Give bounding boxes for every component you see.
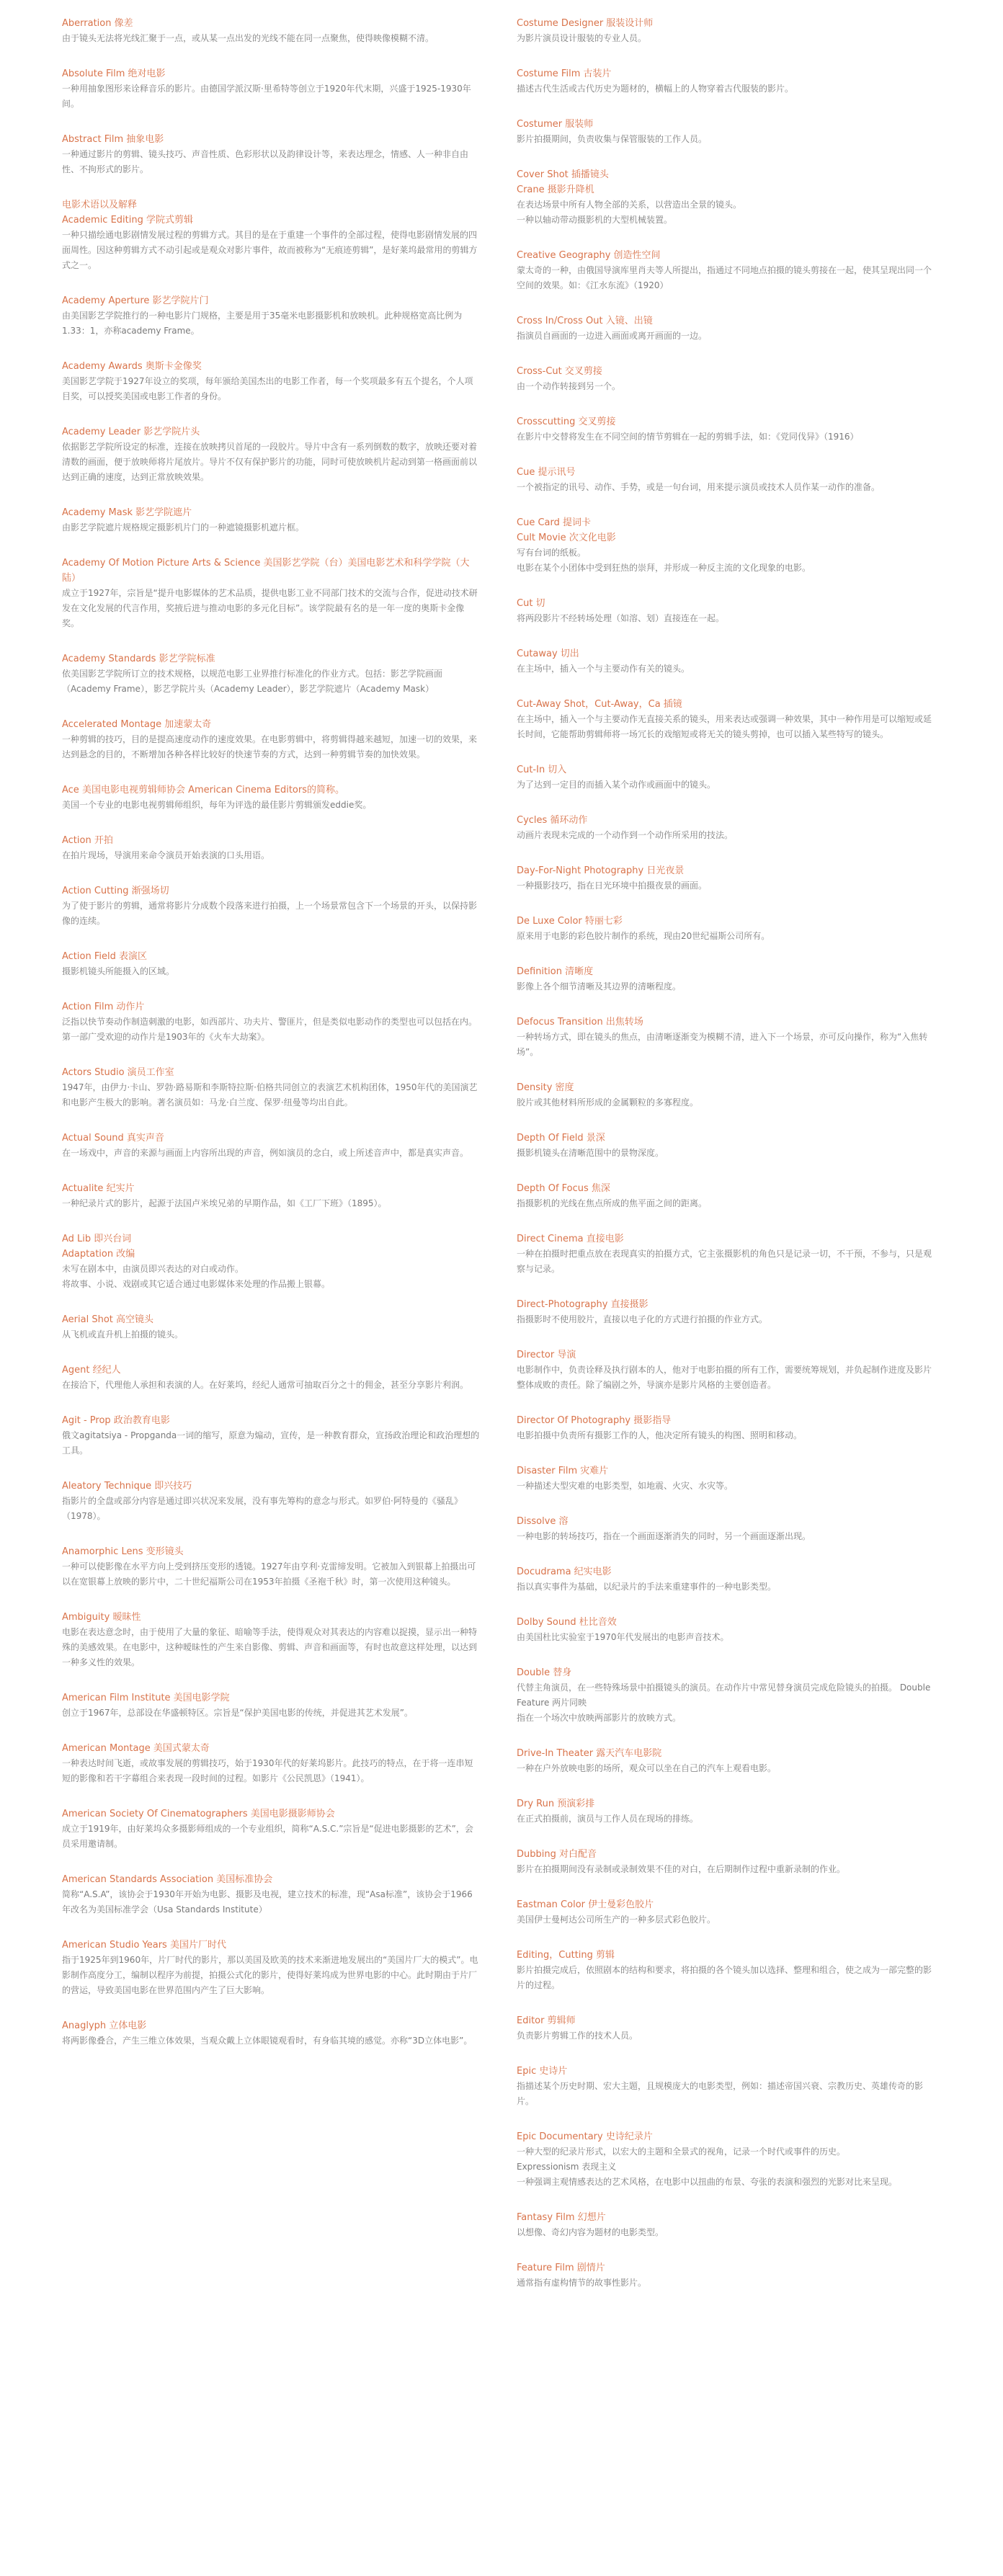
- glossary-definition: 为了使于影片的剪辑，通常将影片分成数个段落来进行拍摄，上一个场景常包含下一个场景的开头，以保持影像的连续。: [62, 901, 478, 926]
- glossary-entry: [517, 1015, 935, 1060]
- glossary-term: Direct-Photography 直接摄影: [517, 1299, 648, 1310]
- glossary-entry: [62, 556, 480, 631]
- glossary-entry: [517, 1746, 935, 1776]
- glossary-definition: 摄影机镜头在清晰范围中的景物深度。: [517, 1148, 664, 1158]
- glossary-definition: 指摄影机的光线在焦点所成的焦平面之间的距离。: [517, 1198, 708, 1208]
- glossary-term: Action Cutting 渐强场切: [62, 886, 169, 896]
- glossary-term: Absolute Film 绝对电影: [62, 68, 166, 79]
- glossary-entry: [62, 1938, 480, 1998]
- glossary-entry: [517, 515, 935, 576]
- glossary-entry: [517, 1897, 935, 1927]
- glossary-definition: 通常指有虚构情节的故事性影片。: [517, 2278, 647, 2288]
- glossary-definition: 电影制作中，负责诠释及执行剧本的人，他对于电影拍摄的所有工作，需要统筹规划，并负起制作进度及影片整体成败的责任。除了编剧之外，导演亦是影片风格的主要创造者。: [517, 1365, 932, 1390]
- glossary-term: Cue 提示讯号: [517, 467, 576, 478]
- glossary-entry: [517, 1297, 935, 1327]
- glossary-definition: 将两影像叠合，产生三维立体效果，当观众戴上立体眼镜观看时，有身临其境的感觉。亦称“3D立体电影”。: [62, 2036, 473, 2046]
- glossary-entry: [517, 1131, 935, 1161]
- glossary-term: American Standards Association 美国标准协会: [62, 1874, 273, 1885]
- glossary-definition: 指于1925年到1960年，片厂时代的影片，那以美国及欧美的技术来渐进地发展出的“美国片厂大的模式”。电影制作高度分工，编制以程序为前提，拍摄公式化的影片，使得好莱坞成为世界电影的中心。此时期由于片厂的营运，导致美国电影在世界范围内产生了巨大影响。: [62, 1955, 478, 1995]
- glossary-term: Dubbing 对白配音: [517, 1849, 597, 1860]
- glossary-entry: [62, 359, 480, 404]
- glossary-term: Fantasy Film 幻想片: [517, 2212, 606, 2223]
- glossary-definition: 指以真实事件为基础，以纪录片的手法来重建事件的一种电影类型。: [517, 1582, 777, 1592]
- glossary-term: Ace 美国电影电视剪辑师协会 American Cinema Editors的简称。: [62, 785, 345, 795]
- glossary-definition: 在表达场景中所有人物全部的关系，以营造出全景的镜头。 一种以轴动带动摄影机的大型机械装置。: [517, 200, 742, 225]
- glossary-term: Depth Of Focus 焦深: [517, 1183, 610, 1194]
- glossary-definition: 一种用抽象图形来诠释音乐的影片。由德国学派汉斯·里希特等创立于1920年代末期，兴盛于1925-1930年间。: [62, 84, 471, 109]
- glossary-definition: 影片拍摄期间，负责收集与保管服装的工作人员。: [517, 134, 708, 144]
- glossary-entry: [517, 2013, 935, 2044]
- glossary-term: Cross In/Cross Out 入镜、出镜: [517, 316, 653, 326]
- glossary-entry: [517, 1665, 935, 1726]
- glossary-entry: [517, 313, 935, 344]
- glossary-definition: 俄文agitatsiya - Propganda一词的缩写，原意为煽动，宣传，是一种教育群众，宣扬政治理论和政治理想的工具。: [62, 1430, 480, 1456]
- glossary-entry: [62, 949, 480, 979]
- glossary-term: Editing，Cutting 剪辑: [517, 1950, 615, 1961]
- glossary-term: Drive-In Theater 露天汽车电影院: [517, 1748, 662, 1759]
- glossary-term: Direct Cinema 直接电影: [517, 1234, 624, 1244]
- glossary-definition: 一种描述大型灾难的电影类型，如地震、火灾、水灾等。: [517, 1481, 734, 1491]
- glossary-term: Academy Of Motion Picture Arts & Science 美国影艺学院（台）美国电影艺术和科学学院（大陆）: [62, 558, 470, 584]
- glossary-definition: 影片在拍摄期间没有录制或录制效果不佳的对白，在后期制作过程中重新录制的作业。: [517, 1864, 846, 1874]
- glossary-term: Action 开拍: [62, 835, 113, 846]
- glossary-term: Cut-In 切入: [517, 765, 567, 775]
- glossary-term: Cycles 循环动作: [517, 815, 588, 826]
- glossary-definition: 依据影艺学院所设定的标准，连接在放映拷贝首尾的一段胶片。导片中含有一系列倒数的数字，放映还要对着清数的画面，便于放映师将片尾放片。导片不仅有保护影片的功能，同时可使放映机片起动到第一格画面前以达到正确的速度，达到正常放映效果。: [62, 442, 478, 482]
- glossary-entry: [517, 2129, 935, 2190]
- glossary-entry: [517, 1847, 935, 1877]
- glossary-entry: [62, 999, 480, 1045]
- glossary-term: Ad Lib 即兴台词 Adaptation 改编: [62, 1234, 135, 1260]
- glossary-definition: 成立于1927年，宗旨是“提升电影媒体的艺术品质，提供电影工业不同部门技术的交流与合作，促进动技术研发在文化发展的代言作用，奖掖后进与推动电影的多元化目标”。该学院最有名的是一年一度的奥斯卡金像奖。: [62, 588, 478, 628]
- glossary-definition: 一种只描绘通电影剧情发展过程的剪辑方式。其目的是在于重建一个事件的全部过程，使得电影剧情发展的四面周性。因这种剪辑方式不动引起或是观众对影片事件，故而被称为“无痕迹剪辑”，是好莱坞最常用的剪辑方式之一。: [62, 230, 478, 270]
- glossary-entry: [517, 465, 935, 495]
- glossary-entry: [62, 132, 480, 177]
- glossary-entry: [517, 596, 935, 626]
- glossary-definition: 指摄影时不使用胶片，直接以电子化的方式进行拍摄的作业方式。: [517, 1314, 768, 1324]
- glossary-entry: [62, 505, 480, 535]
- glossary-entry: [517, 1796, 935, 1827]
- glossary-definition: 一种大型的纪录片形式，以宏大的主题和全景式的视角，记录一个时代或事件的历史。 Expressionism 表现主义 一种强调主观情感表达的艺术风格，在电影中以扭曲的布景、夸张的表演和强烈的光影对比来呈现。: [517, 2147, 898, 2187]
- glossary-definition: 泛指以快节奏动作制造刺激的电影，如西部片、功夫片、警匪片，但是类似电影动作的类型也可以包括在内。第一部广受欢迎的动作片是1903年的《火车大劫案》。: [62, 1017, 478, 1042]
- glossary-definition: 在拍片现场，导演用来命令演员开始表演的口头用语。: [62, 850, 270, 860]
- glossary-entry: [517, 167, 935, 228]
- glossary-entry: [62, 1413, 480, 1458]
- glossary-definition: 由影艺学院遮片规格规定摄影机片门的一种遮镜摄影机遮片框。: [62, 522, 305, 532]
- glossary-entry: [517, 863, 935, 893]
- glossary-definition: 在一场戏中，声音的来源与画面上内容所出现的声音，例如演员的念白，或上所述音声中，都是真实声音。: [62, 1148, 469, 1158]
- glossary-term: Cue Card 提词卡 Cult Movie 次文化电影: [517, 517, 616, 543]
- glossary-entry: [62, 717, 480, 762]
- glossary-entry: [62, 1065, 480, 1110]
- glossary-entry: [517, 2260, 935, 2291]
- glossary-entry: [517, 964, 935, 994]
- glossary-term: Anamorphic Lens 变形镜头: [62, 1546, 184, 1557]
- glossary-definition: 动画片表现未完成的一个动作到一个动作所采用的技法。: [517, 830, 734, 840]
- glossary-term: Aleatory Technique 即兴技巧: [62, 1481, 192, 1492]
- glossary-entry: [62, 1479, 480, 1524]
- glossary-definition: 成立于1919年，由好莱坞众多摄影师组成的一个专业组织，简称“A.S.C.”宗旨是“促进电影摄影的艺术”，会员采用邀请制。: [62, 1824, 473, 1849]
- glossary-term: Agent 经纪人: [62, 1365, 121, 1376]
- glossary-term: Eastman Color 伊士曼彩色胶片: [517, 1899, 654, 1910]
- glossary-term: Cutaway 切出: [517, 649, 579, 659]
- glossary-entry: [62, 293, 480, 339]
- glossary-term: Costumer 服装师: [517, 119, 594, 130]
- glossary-definition: 为影片演员设计服装的专业人员。: [517, 33, 647, 43]
- glossary-column-left: [62, 16, 480, 2069]
- glossary-entry: [62, 424, 480, 485]
- glossary-term: Editor 剪辑师: [517, 2015, 576, 2026]
- glossary-term: Disaster Film 灾难片: [517, 1466, 609, 1476]
- glossary-definition: 一种通过影片的剪辑、镜头技巧、声音性质、色彩形状以及韵律设计等，来表达理念，情感、人一种非自由性、不拘形式的影片。: [62, 149, 469, 174]
- glossary-term: Feature Film 剧情片: [517, 2263, 605, 2273]
- glossary-definition: 一种在户外放映电影的场所，观众可以坐在自己的汽车上观看电影。: [517, 1763, 777, 1773]
- glossary-definition: 1947年，由伊力·卡山、罗勃·路易斯和李斯特拉斯·伯格共同创立的表演艺术机构团体，1950年代的美国演艺和电影产生极大的影响。著名演员如：马龙·白兰度、保罗·纽曼等均出自此。: [62, 1082, 478, 1107]
- glossary-term: Director Of Photography 摄影指导: [517, 1415, 672, 1426]
- glossary-entry: [517, 1413, 935, 1443]
- glossary-entry: [62, 1312, 480, 1342]
- glossary-entry: [62, 1544, 480, 1590]
- glossary-entry: [517, 1080, 935, 1110]
- glossary-entry: [517, 66, 935, 97]
- glossary-definition: 美国伊士曼柯达公司所生产的一种多层式彩色胶片。: [517, 1915, 716, 1925]
- glossary-definition: 一种表达时间飞逝，或故事发展的剪辑技巧，始于1930年代的好莱坞影片。此技巧的特点，在于将一连串短短的影像和若干字幕组合来表现一段时间的过程。如影片《公民凯恩》（1941）。: [62, 1758, 473, 1783]
- glossary-definition: 从飞机或直升机上拍摄的镜头。: [62, 1329, 184, 1340]
- glossary-term: Cut 切: [517, 598, 545, 609]
- glossary-definition: 由美国影艺学院推行的一种电影片门规格，主要是用于35毫米电影摄影机和放映机。此种规格宽高比例为1.33：1，亦称academy Frame。: [62, 311, 463, 336]
- glossary-term: Dry Run 预演彩排: [517, 1799, 595, 1809]
- glossary-definition: 原来用于电影的彩色胶片制作的系统，现由20世纪福斯公司所有。: [517, 931, 770, 941]
- glossary-entry: [62, 833, 480, 863]
- glossary-term: Agit - Prop 政治教育电影: [62, 1415, 170, 1426]
- glossary-term: American Society Of Cinematographers 美国电影摄影师协会: [62, 1809, 335, 1819]
- glossary-definition: 在接洽下，代理他人承担和表演的人。在好莱坞，经纪人通常可抽取百分之十的佣金，甚至分享影片利润。: [62, 1380, 469, 1390]
- glossary-term: Costume Designer 服装设计师: [517, 18, 654, 29]
- glossary-term: Anaglyph 立体电影: [62, 2020, 147, 2031]
- glossary-definition: 一种摄影技巧，指在日光环境中拍摄夜景的画面。: [517, 881, 708, 891]
- glossary-term: Density 密度: [517, 1082, 574, 1093]
- glossary-term: Costume Film 古装片: [517, 68, 612, 79]
- glossary-entry: [517, 414, 935, 445]
- glossary-definition: 美国一个专业的电影电视剪辑师组织，每年为评选的最佳影片剪辑颁发eddie奖。: [62, 800, 372, 810]
- glossary-term: Accelerated Montage 加速蒙太奇: [62, 719, 212, 730]
- glossary-term: Director 导演: [517, 1350, 576, 1360]
- glossary-entry: [517, 697, 935, 742]
- glossary-entry: [62, 1181, 480, 1211]
- glossary-definition: 美国影艺学院于1927年设立的奖项，每年颁给美国杰出的电影工作者，每一个奖项最多有五个提名，个人项目奖，可以授奖美国或电影工作者的身份。: [62, 376, 473, 401]
- glossary-definition: 未写在剧本中，由演员即兴表达的对白或动作。 将故事、小说、戏剧或其它适合通过电影媒体来处理的作品搬上银幕。: [62, 1264, 331, 1289]
- glossary-entry: [62, 651, 480, 697]
- glossary-term: Cut-Away Shot，Cut-Away，Ca 插镜: [517, 699, 682, 710]
- glossary-term: Epic Documentary 史诗纪录片: [517, 2131, 653, 2142]
- glossary-definition: 依美国影艺学院所订立的技术规格，以规范电影工业界推行标准化的作业方式。包括：影艺学院画面（Academy Frame），影艺学院片头（Academy Leader），影艺学院遮片（Academy Mask）: [62, 669, 443, 694]
- glossary-entry: [62, 783, 480, 813]
- glossary-term: Depth Of Field 景深: [517, 1133, 605, 1144]
- glossary-definition: 一种在拍摄时把重点放在表现真实的拍摄方式，它主张摄影机的角色只是记录一切，不干预，不参与，只是观察与记录。: [517, 1249, 932, 1274]
- glossary-term: Academy Awards 奥斯卡金像奖: [62, 361, 202, 372]
- glossary-definition: 一个被指定的讯号、动作、手势，或是一句台词，用来提示演员或技术人员作某一动作的准备。: [517, 482, 881, 492]
- glossary-definition: 在影片中交替将发生在不同空间的情节剪辑在一起的剪辑手法，如：《党同伐异》（1916）: [517, 432, 859, 442]
- glossary-entry: [517, 1347, 935, 1393]
- glossary-term: Definition 清晰度: [517, 966, 594, 977]
- glossary-definition: 电影在表达意念时，由于使用了大量的象征、暗喻等手法，使得观众对其表达的内容难以捉摸，显示出一种特殊的美感效果。在电影中，这种暧昧性的产生来自影像、剪辑、声音和画面等，有时也故意这样处理，以达到一种多义性的效果。: [62, 1627, 478, 1667]
- glossary-entry: [62, 66, 480, 112]
- glossary-term: Actual Sound 真实声音: [62, 1133, 164, 1144]
- glossary-entry: [62, 1610, 480, 1670]
- glossary-term: Academy Mask 影艺学院遮片: [62, 507, 192, 518]
- glossary-definition: 在主场中，插入一个与主要动作有关的镜头。: [517, 664, 690, 674]
- glossary-definition: 一种剪辑的技巧，目的是提高速度动作的速度效果。在电影剪辑中，将剪辑得越来越短，加速一切的效果，来达到悬念的目的，不断增加各种各样比较好的快速节奏的方式，达到一种剪辑节奏的加快效果。: [62, 734, 478, 759]
- glossary-term: Actualite 纪实片: [62, 1183, 135, 1194]
- glossary-term: Actors Studio 演员工作室: [62, 1067, 174, 1078]
- glossary-entry: [62, 1363, 480, 1393]
- glossary-definition: 一种电影的转场技巧，指在一个画面逐渐消失的同时，另一个画面逐渐出现。: [517, 1531, 811, 1541]
- glossary-definition: 为了达到一定目的而插入某个动作或画面中的镜头。: [517, 780, 716, 790]
- glossary-entry: [517, 813, 935, 843]
- glossary-term: Academy Leader 影艺学院片头: [62, 427, 200, 437]
- glossary-entry: [517, 1231, 935, 1277]
- glossary-term: American Studio Years 美国片厂时代: [62, 1940, 226, 1951]
- glossary-definition: 指描述某个历史时期、宏大主题，且规模庞大的电影类型，例如：描述帝国兴衰、宗教历史、英雄传奇的影片。: [517, 2081, 924, 2106]
- glossary-definition: 描述古代生活或古代历史为题材的，横幅上的人物穿着古代服装的影片。: [517, 84, 794, 94]
- glossary-definition: 蒙太奇的一种，由俄国导演库里肖夫等人所提出，指通过不同地点拍摄的镜头剪接在一起，使其呈现出同一个空间的效果。如：《江水东流》（1920）: [517, 265, 932, 290]
- glossary-term: Crosscutting 交叉剪接: [517, 416, 616, 427]
- glossary-term: Cover Shot 插播镜头 Crane 摄影升降机: [517, 169, 609, 195]
- glossary-definition: 电影拍摄中负责所有摄影工作的人，他决定所有镜头的构图、照明和移动。: [517, 1430, 803, 1440]
- glossary-definition: 写有台词的纸板。 电影在某个小团体中受到狂热的崇拜，并形成一种反主流的文化现象的电影。: [517, 548, 811, 573]
- glossary-definition: 由于镜头无法将光线汇聚于一点，或从某一点出发的光线不能在同一点聚焦，使得映像模糊不清。: [62, 33, 434, 43]
- glossary-entry: [517, 364, 935, 394]
- glossary-entry: [517, 1615, 935, 1645]
- glossary-definition: 摄影机镜头所能摄入的区域。: [62, 966, 175, 976]
- glossary-definition: 影片拍摄完成后，依照剧本的结构和要求，将拍摄的各个镜头加以选择、整理和组合，使之成为一部完整的影片的过程。: [517, 1965, 932, 1990]
- glossary-term: Defocus Transition 出焦转场: [517, 1017, 643, 1028]
- glossary-column-right: [517, 16, 935, 2311]
- glossary-term: Dissolve 溶: [517, 1516, 569, 1527]
- glossary-definition: 一种纪录片式的影片，起源于法国卢米埃兄弟的早期作品，如《工厂下班》（1895）。: [62, 1198, 387, 1208]
- glossary-definition: 简称“A.S.A”，该协会于1930年开始为电影、摄影及电视，建立技术的标准，现“Asa标准”，该协会于1966年改名为美国标准学会（Usa Standards Institute）: [62, 1889, 473, 1915]
- glossary-definition: 代替主角演员，在一些特殊场景中拍摄镜头的演员。在动作片中常见替身演员完成危险镜头的拍摄。 Double Feature 两片同映 指在一个场次中放映两部影片的放映方式。: [517, 1683, 931, 1723]
- glossary-term: Double 替身: [517, 1667, 572, 1678]
- glossary-entry: [517, 16, 935, 46]
- glossary-entry: [62, 16, 480, 46]
- glossary-entry: [517, 1948, 935, 1993]
- glossary-entry: [517, 2210, 935, 2240]
- glossary-entry: [62, 197, 480, 273]
- glossary-entry: [517, 1514, 935, 1544]
- glossary-entry: [517, 2064, 935, 2109]
- glossary-definition: 将两段影片不经转场处理（如溶、划）直接连在一起。: [517, 613, 725, 623]
- glossary-entry: [517, 1564, 935, 1595]
- glossary-term: Academy Aperture 影艺学院片门: [62, 295, 209, 306]
- glossary-definition: 创立于1967年，总部设在华盛顿特区。宗旨是“保护美国电影的传统，并促进其艺术发展”。: [62, 1708, 413, 1718]
- glossary-entry: [62, 1131, 480, 1161]
- glossary-term: American Montage 美国式蒙太奇: [62, 1743, 210, 1754]
- glossary-entry: [62, 1806, 480, 1852]
- glossary-term: Aerial Shot 高空镜头: [62, 1314, 154, 1325]
- glossary-definition: 由一个动作转接到另一个。: [517, 381, 621, 391]
- glossary-definition: 一种转场方式，即在镜头的焦点，由清晰逐渐变为模糊不清，进入下一个场景，亦可反向操作，称为“入焦转场”。: [517, 1032, 928, 1057]
- glossary-entry: [517, 762, 935, 793]
- glossary-entry: [62, 1741, 480, 1786]
- glossary-entry: [62, 2018, 480, 2049]
- glossary-entry: [517, 1181, 935, 1211]
- glossary-definition: 指演员自画面的一边进入画面或离开画面的一边。: [517, 331, 708, 341]
- glossary-definition: 影像上各个细节清晰及其边界的清晰程度。: [517, 981, 682, 991]
- glossary-entry: [517, 248, 935, 293]
- glossary-term: Cross-Cut 交叉剪接: [517, 366, 602, 377]
- glossary-term: American Film Institute 美国电影学院: [62, 1693, 230, 1703]
- glossary-entry: [517, 646, 935, 677]
- glossary-term: Abstract Film 抽象电影: [62, 134, 164, 145]
- glossary-definition: 胶片或其他材料所形成的金属颗粒的多寡程度。: [517, 1097, 699, 1107]
- glossary-term: 电影术语以及解释 Academic Editing 学院式剪辑: [62, 200, 193, 226]
- glossary-term: Action Field 表演区: [62, 951, 147, 962]
- glossary-definition: 指影片的全盘或部分内容是通过即兴状况来发展，没有事先筹构的意念与形式。如罗伯·阿特曼的《骚乱》（1978）。: [62, 1496, 463, 1521]
- glossary-entry: [517, 914, 935, 944]
- glossary-term: De Luxe Color 特丽七彩: [517, 916, 623, 927]
- glossary-term: Ambiguity 暧昧性: [62, 1612, 141, 1623]
- glossary-term: Action Film 动作片: [62, 1002, 145, 1012]
- glossary-definition: 负责影片剪辑工作的技术人员。: [517, 2031, 638, 2041]
- glossary-entry: [517, 117, 935, 147]
- glossary-term: Docudrama 纪实电影: [517, 1566, 612, 1577]
- glossary-term: Epic 史诗片: [517, 2066, 568, 2077]
- glossary-definition: 以想像、奇幻内容为题材的电影类型。: [517, 2227, 664, 2237]
- glossary-definition: 在主场中，插入一个与主要动作无直接关系的镜头，用来表达或强调一种效果，其中一种作用是可以缩短或延长时间，它能帮助剪辑师将一场冗长的戏缩短或将无关的镜头剪掉，也可以插入某些特写的镜头。: [517, 714, 932, 739]
- glossary-entry: [62, 1690, 480, 1721]
- glossary-definition: 在正式拍摄前，演员与工作人员在现场的排练。: [517, 1814, 699, 1824]
- glossary-definition: 一种可以使影像在水平方向上受到挤压变形的透镜。1927年由亨利·克雷缔发明。它被加入到银幕上拍摄出可以在宽银幕上放映的影片中，二十世纪福斯公司在1953年拍摄《圣袍千秋》时，第一次使用这种镜头。: [62, 1561, 476, 1587]
- glossary-entry: [62, 1231, 480, 1292]
- glossary-entry: [62, 1872, 480, 1917]
- glossary-term: Dolby Sound 杜比音效: [517, 1617, 617, 1628]
- glossary-term: Academy Standards 影艺学院标准: [62, 654, 215, 664]
- glossary-entry: [517, 1463, 935, 1494]
- glossary-term: Day-For-Night Photography 日光夜景: [517, 865, 685, 876]
- glossary-term: Aberration 像差: [62, 18, 133, 29]
- glossary-entry: [62, 883, 480, 929]
- glossary-term: Creative Geography 创造性空间: [517, 250, 661, 261]
- glossary-definition: 由美国杜比实验室于1970年代发展出的电影声音技术。: [517, 1632, 729, 1642]
